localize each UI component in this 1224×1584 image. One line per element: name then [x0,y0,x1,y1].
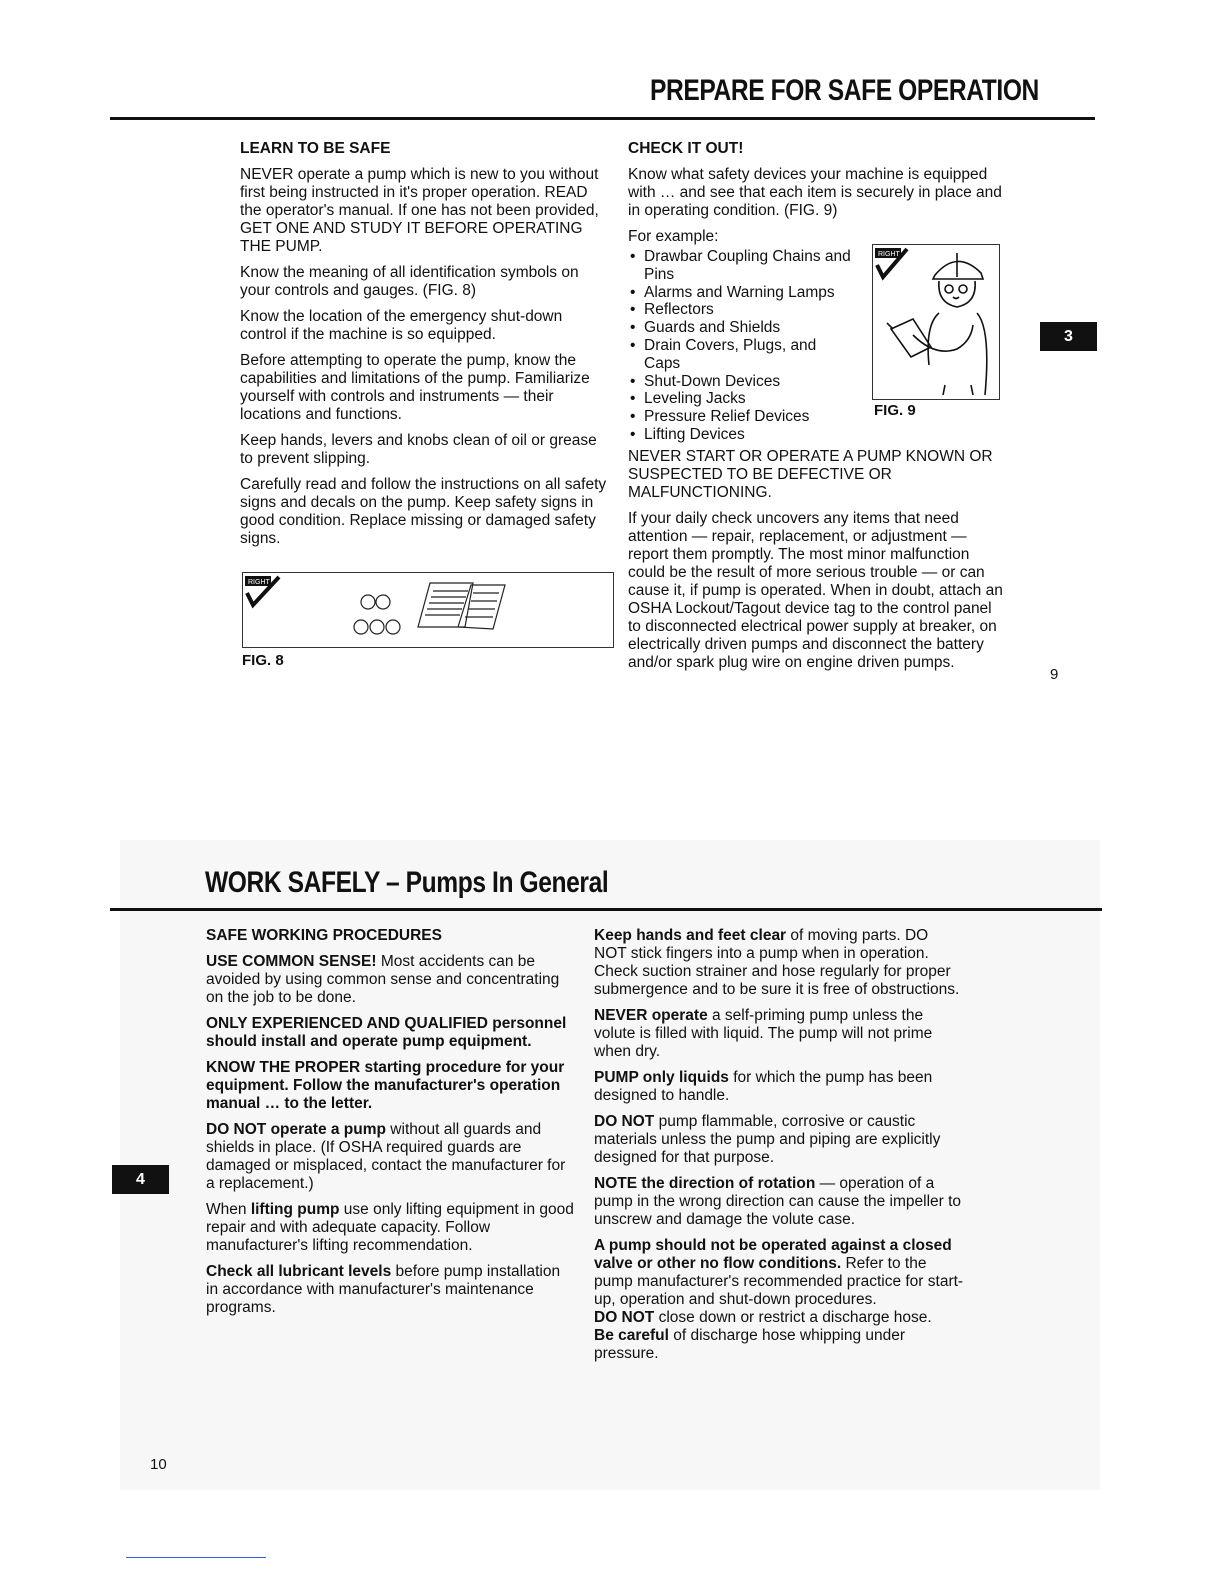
fig8-illustration [242,572,614,648]
fig8-label: FIG. 8 [242,652,284,669]
defect-warning: NEVER START OR OPERATE A PUMP KNOWN OR SUSPECTED TO BE DEFECTIVE OR MALFUNCTIONING. [628,447,993,501]
check-badge-text: RIGHT [248,579,270,586]
bold-lead: DO NOT [594,1309,655,1326]
bold-lead: NOTE the direction of rotation [594,1175,816,1192]
body-text: Most accidents can be avoided by using common sense and concentrating on the job to be done. [206,953,560,1006]
body-text: for which the pump has been designed to handle. [594,1069,933,1104]
check-mark-icon [245,576,279,605]
procedure-paragraph [206,1121,576,1193]
body-text: — operation of a pump in the wrong direction can cause the impeller to unscrew and damage the volute case. [594,1175,962,1228]
body-text: of moving parts. DO NOT stick fingers into a pump when in operation. Check suction strainer and hose regularly for proper submergence and to be sure it is free of obstructions. [594,927,960,998]
daily-check-paragraph: If your daily check uncovers any items that need attention — repair, replacement, or adjustment — report them promptly. The most minor malfunction could be the result of more serious trouble — or can cause it, if pump is operated. When in doubt, attach an OSHA Lockout/Tagout device tag to the control panel to disconnected electrical power supply at breaker, on electrically driven pumps and disconnect the battery and/or spark plug wire on engine driven pumps. [628,509,1003,671]
paragraph: Know the meaning of all identification symbols on your controls and gauges. (FIG. 8) [240,264,579,299]
list-item: • Pressure Relief Devices [628,408,853,426]
learn-heading: LEARN TO BE SAFE [240,140,391,157]
body-text: a self-priming pump unless the volute is filled with liquid. The pump will not prime when dry. [594,1007,933,1060]
bold-lead: Check all lubricant levels [206,1263,392,1280]
procedures-right-column [594,927,964,1371]
paragraph: NEVER operate a pump which is new to you without first being instructed in it's proper operation. READ the operator's manual. If one has not been provided, GET ONE AND STUDY IT BEFORE OPERATING THE PUMP. [240,166,599,255]
section-tab-4: 4 [112,1165,169,1194]
procedure-paragraph [594,1237,964,1309]
list-item: • Guards and Shields [628,319,853,337]
check-mark-icon [875,248,907,277]
list-item: • Leveling Jacks [628,390,853,408]
gauge-symbols-icon [354,595,400,634]
paragraph: Keep hands, levers and knobs clean of oil or grease to prevent slipping. [240,432,597,467]
body-text: Refer to the pump manufacturer's recommended practice for start-up, operation and shut-down procedures. [594,1255,964,1308]
paragraph: Know the location of the emergency shut-down control if the machine is so equipped. [240,308,563,343]
footer-link-line [126,1557,266,1558]
inspector-worker-icon [887,253,987,395]
bold-lead: ONLY EXPERIENCED AND QUALIFIED personnel should install and operate pump equipment. [206,1015,567,1050]
procedures-heading: SAFE WORKING PROCEDURES [206,927,442,944]
list-item: • Reflectors [628,301,853,319]
section-tab-3: 3 [1040,322,1097,351]
body-text: use only lifting equipment in good repair and with adequate capacity. Follow manufacturer's lifting recommendation. [206,1201,574,1254]
section-title-prepare: PREPARE FOR SAFE OPERATION [650,74,1039,107]
fig8-graphic [243,573,613,647]
procedures-left-column [206,927,576,1325]
procedure-paragraph [594,1309,964,1327]
page-number-10: 10 [150,1456,167,1473]
bold-lead: A pump should not be operated against a closed valve or other no flow conditions. [594,1237,952,1272]
procedure-paragraph [594,1175,964,1229]
open-manual-icon [418,583,505,629]
list-item: • Drawbar Coupling Chains and Pins [628,248,853,284]
body-text: close down or restrict a discharge hose. [654,1309,932,1326]
procedure-paragraph [594,1007,964,1061]
paragraph: Carefully read and follow the instructions on all safety signs and decals on the pump. Keep safety signs in good condition. Replace missing or damaged safety signs. [240,476,607,547]
body-text: before pump installation in accordance with manufacturer's maintenance programs. [206,1263,561,1316]
list-item: • Lifting Devices [628,426,853,444]
body-text: When [206,1201,251,1218]
bold-lead: PUMP only liquids [594,1069,729,1086]
check-column [628,140,1003,680]
bold-lead: KNOW THE PROPER starting procedure for your equipment. Follow the manufacturer's operation manual … to the letter. [206,1059,565,1112]
check-intro: Know what safety devices your machine is equipped with … and see that each item is securely in place and in operating condition. (FIG. 9) [628,166,1002,219]
procedure-paragraph [594,927,964,999]
procedure-paragraph [206,1263,576,1317]
bold-lead: USE COMMON SENSE! [206,953,377,970]
body-text: without all guards and shields in place. (If OSHA required guards are damaged or misplaced, contact the manufacturer for a replacement.) [206,1121,566,1192]
fig9-illustration [872,244,1000,400]
list-item: • Shut-Down Devices [628,373,853,391]
procedure-paragraph [594,1069,964,1105]
page-number-9: 9 [1050,666,1059,683]
list-item: • Alarms and Warning Lamps [628,284,853,302]
body-text: pump flammable, corrosive or caustic materials unless the pump and piping are explicitly designed for that purpose. [594,1113,941,1166]
procedure-paragraph [206,1201,576,1255]
fig9-label: FIG. 9 [874,402,916,419]
bold-lead: lifting pump [250,1201,340,1218]
bold-lead: DO NOT [594,1113,655,1130]
body-text: of discharge hose whipping under pressure. [594,1327,906,1362]
procedure-paragraph [594,1113,964,1167]
check-heading: CHECK IT OUT! [628,140,744,157]
bold-lead: Keep hands and feet clear [594,927,787,944]
bold-lead: Be careful [594,1327,669,1344]
list-item: • Drain Covers, Plugs, and Caps [628,337,853,373]
check-badge-text: RIGHT [878,251,900,258]
section-rule [110,908,1102,911]
paragraph: Before attempting to operate the pump, know the capabilities and limitations of the pump. Familiarize yourself with controls and instruments — their locations and functions. [240,352,590,423]
for-example: For example: [628,228,719,245]
procedure-paragraph [206,1015,576,1051]
bold-lead: NEVER operate [594,1007,708,1024]
procedure-paragraph [206,953,576,1007]
learn-column [240,140,610,556]
section-title-work-safely: WORK SAFELY – Pumps In General [205,866,609,899]
bold-lead: DO NOT operate a pump [206,1121,386,1138]
procedure-paragraph [206,1059,576,1113]
safety-device-list [628,248,853,444]
fig9-graphic [873,245,999,399]
section-rule [110,117,1095,120]
procedure-paragraph [594,1327,964,1363]
